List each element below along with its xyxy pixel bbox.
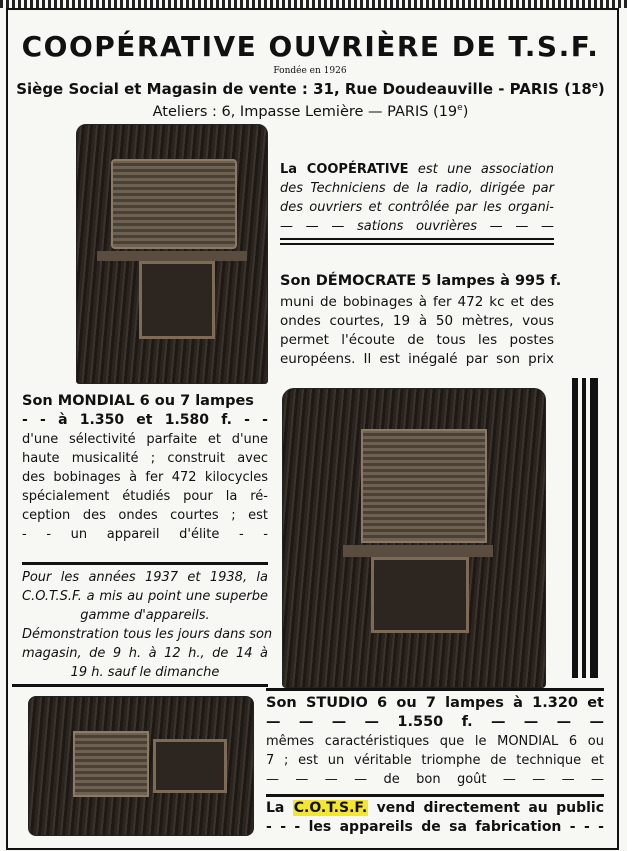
speaker-grill xyxy=(73,731,149,797)
mondial-price: - - à 1.350 et 1.580 f. - - xyxy=(22,412,268,428)
studio-block: Son STUDIO 6 ou 7 lampes à 1.320 et — — — — 1.550 f. — — — — mêmes caractéristiques que le MONDIAL 6 ou 7 ; est un véritable triomphe de technique et — — — — de bon goût — — — — xyxy=(266,695,604,787)
workshop-address: Ateliers : 6, Impasse Lemière — PARIS (19e) xyxy=(152,103,469,120)
cooperative-rule xyxy=(280,238,554,240)
studio-price: — — — — 1.550 f. — — — — xyxy=(266,714,604,730)
studio-radio-illustration xyxy=(28,696,254,836)
footer-rule xyxy=(266,794,604,797)
democrate-radio-illustration xyxy=(76,124,268,384)
footer-block: La C.O.T.S.F. vend directement au public - - - les appareils de sa fabrication - - - xyxy=(266,800,605,835)
front-panel xyxy=(139,261,215,339)
front-panel xyxy=(371,557,469,633)
studio-top-rule xyxy=(266,688,604,691)
founded-note: Fondée en 1926 xyxy=(273,66,347,76)
top-perforation-rule xyxy=(0,0,627,8)
democrate-heading: Son DÉMOCRATE 5 lampes à 995 f. xyxy=(280,273,562,289)
mondial-heading: Son MONDIAL 6 ou 7 lampes xyxy=(22,393,254,409)
front-panel xyxy=(153,739,227,793)
studio-heading: Son STUDIO 6 ou 7 lampes à 1.320 et xyxy=(266,695,604,711)
cooperative-rule-2 xyxy=(280,243,554,245)
cooperative-paragraph: La COOPÉRATIVE est une association des Techniciens de la radio, dirigée par des ouvriers et contrôlée par les organi- — — — sations ouvrières — — — xyxy=(280,162,554,234)
speaker-grill xyxy=(111,159,237,249)
mondial-rule xyxy=(22,562,268,565)
mondial-radio-illustration xyxy=(282,388,546,688)
dial-band xyxy=(97,251,247,261)
ad-title: COOPÉRATIVE OUVRIÈRE DE T.S.F. xyxy=(21,30,600,63)
annees-block: Pour les années 1937 et 1938, la C.O.T.S.F. a mis au point une superbe gamme d'appareils. Démonstration tous les jours dans son magasin, de 9 h. à 12 h., de 14 à 19 h. sauf le dimanche xyxy=(22,570,273,680)
head-office-address: Siège Social et Magasin de vente : 31, Rue Doudeauville - PARIS (18e) xyxy=(16,80,605,98)
democrate-block: Son DÉMOCRATE 5 lampes à 995 f. muni de bobinages à fer 472 kc et des ondes courtes, 19 à 50 mètres, vous permet l'écoute de tous les postes européens. Il est inégalé par son prix xyxy=(280,273,562,367)
annees-rule xyxy=(12,684,268,687)
mondial-block: Son MONDIAL 6 ou 7 lampes - - à 1.350 et 1.580 f. - - d'une sélectivité parfaite et d'une haute musicalité ; construit avec des bobinages à fer 472 kilocycles spécialement étudiés pour la ré- ception des ondes courtes ; est - - un appareil d'élite - - xyxy=(22,393,268,542)
decorative-stripes xyxy=(572,378,604,678)
speaker-grill xyxy=(361,429,487,543)
brand-highlight: C.O.T.S.F. xyxy=(293,800,368,816)
dial-band xyxy=(343,545,493,557)
